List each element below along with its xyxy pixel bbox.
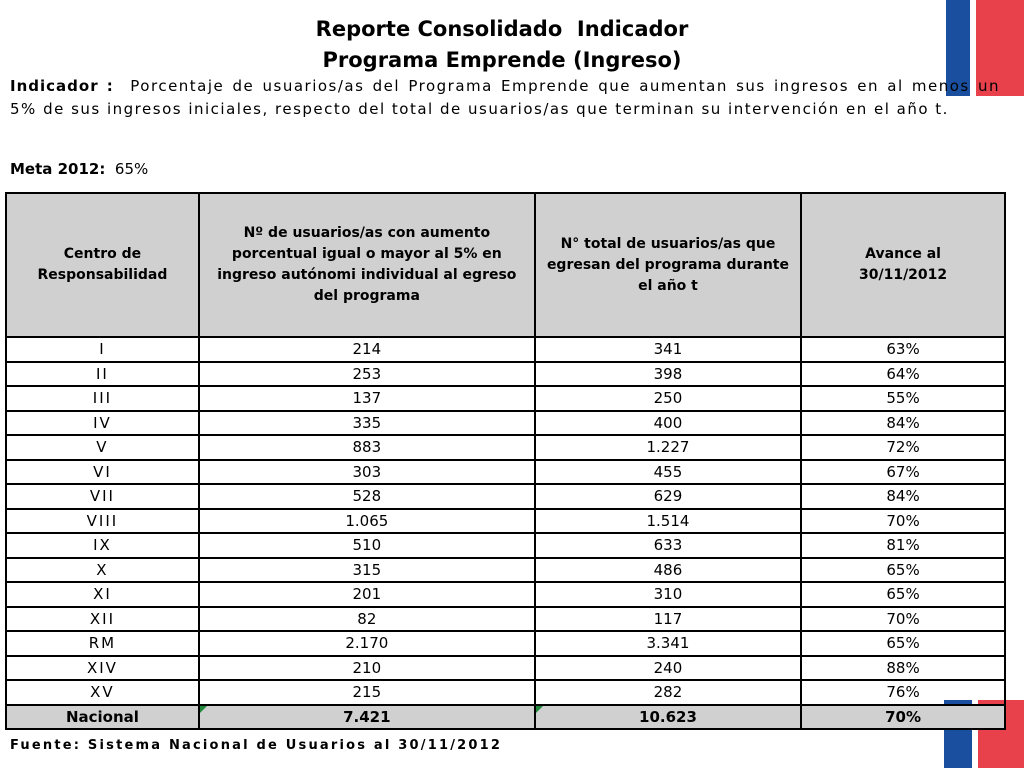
- cell-region: RM: [6, 631, 199, 656]
- cell-avance: 67%: [801, 460, 1005, 485]
- cell-region: IV: [6, 411, 199, 436]
- cell-region: XIV: [6, 656, 199, 681]
- cell-avance: 72%: [801, 435, 1005, 460]
- cell-total-egresan: 1.514: [535, 509, 801, 534]
- cell-usuarios-aumento: 1.065: [199, 509, 535, 534]
- table-row: [6, 386, 1005, 411]
- table-row: [6, 656, 1005, 681]
- table-row: [6, 337, 1005, 362]
- cell-region: II: [6, 362, 199, 387]
- cell-avance: 63%: [801, 337, 1005, 362]
- indicator-label: Indicador :: [10, 77, 114, 95]
- cell-avance: 84%: [801, 484, 1005, 509]
- cell-region: XV: [6, 680, 199, 705]
- table-row: [6, 435, 1005, 460]
- report-title-line1: Reporte Consolidado Indicador: [315, 17, 689, 41]
- total-avance: 70%: [801, 705, 1005, 729]
- cell-marker: [536, 706, 543, 713]
- table-row: [6, 362, 1005, 387]
- cell-avance: 65%: [801, 631, 1005, 656]
- total-usuarios-aumento: 7.421: [199, 705, 535, 729]
- cell-marker: [200, 706, 207, 713]
- cell-usuarios-aumento: 883: [199, 435, 535, 460]
- cell-region: V: [6, 435, 199, 460]
- table-row-total: [6, 705, 1005, 729]
- cell-avance: 81%: [801, 533, 1005, 558]
- cell-region: XII: [6, 607, 199, 632]
- header-centro: Centro de Responsabilidad: [6, 193, 199, 337]
- cell-total-egresan: 117: [535, 607, 801, 632]
- cell-avance: 70%: [801, 509, 1005, 534]
- total-label: Nacional: [6, 705, 199, 729]
- cell-total-egresan: 633: [535, 533, 801, 558]
- table-row: [6, 607, 1005, 632]
- source-note: Fuente: Sistema Nacional de Usuarios al 30/11/2012: [10, 738, 503, 753]
- meta-label: Meta 2012:: [10, 160, 106, 178]
- cell-total-egresan: 398: [535, 362, 801, 387]
- cell-usuarios-aumento: 210: [199, 656, 535, 681]
- cell-region: III: [6, 386, 199, 411]
- cell-usuarios-aumento: 303: [199, 460, 535, 485]
- table-row: [6, 582, 1005, 607]
- cell-total-egresan: 486: [535, 558, 801, 583]
- cell-region: IX: [6, 533, 199, 558]
- report-title-line2: Programa Emprende (Ingreso): [322, 48, 682, 72]
- table-header-row: [6, 193, 1005, 337]
- table-row: [6, 558, 1005, 583]
- cell-avance: 55%: [801, 386, 1005, 411]
- cell-avance: 65%: [801, 582, 1005, 607]
- table-row: [6, 460, 1005, 485]
- cell-total-egresan: 400: [535, 411, 801, 436]
- table-row: [6, 680, 1005, 705]
- cell-total-egresan: 629: [535, 484, 801, 509]
- cell-region: VII: [6, 484, 199, 509]
- cell-avance: 64%: [801, 362, 1005, 387]
- table-row: [6, 509, 1005, 534]
- table-row: [6, 484, 1005, 509]
- cell-total-egresan: 455: [535, 460, 801, 485]
- header-usuarios-aumento: Nº de usuarios/as con aumento porcentual igual o mayor al 5% en ingreso autónomi individual al egreso del programa: [199, 193, 535, 337]
- cell-region: X: [6, 558, 199, 583]
- table-row: [6, 411, 1005, 436]
- cell-total-egresan: 250: [535, 386, 801, 411]
- cell-region: VI: [6, 460, 199, 485]
- cell-avance: 88%: [801, 656, 1005, 681]
- header-avance: Avance al 30/11/2012: [801, 193, 1005, 337]
- header-total-egresan: N° total de usuarios/as que egresan del programa durante el año t: [535, 193, 801, 337]
- cell-usuarios-aumento: 82: [199, 607, 535, 632]
- cell-usuarios-aumento: 201: [199, 582, 535, 607]
- cell-usuarios-aumento: 315: [199, 558, 535, 583]
- total-egresan: 10.623: [535, 705, 801, 729]
- cell-usuarios-aumento: 137: [199, 386, 535, 411]
- indicator-description: [10, 75, 1000, 121]
- cell-usuarios-aumento: 528: [199, 484, 535, 509]
- cell-region: I: [6, 337, 199, 362]
- cell-avance: 65%: [801, 558, 1005, 583]
- cell-total-egresan: 310: [535, 582, 801, 607]
- meta-line: [10, 158, 148, 180]
- cell-usuarios-aumento: 215: [199, 680, 535, 705]
- cell-usuarios-aumento: 214: [199, 337, 535, 362]
- cell-total-egresan: 3.341: [535, 631, 801, 656]
- cell-avance: 70%: [801, 607, 1005, 632]
- report-title: [0, 14, 1004, 76]
- cell-avance: 84%: [801, 411, 1005, 436]
- cell-avance: 76%: [801, 680, 1005, 705]
- table-row: [6, 533, 1005, 558]
- indicator-text: Porcentaje de usuarios/as del Programa Emprende que aumentan sus ingresos en al menos un 5% de sus ingresos iniciales, respecto del total de usuarios/as que terminan su intervención en el año t.: [10, 77, 1000, 118]
- cell-region: XI: [6, 582, 199, 607]
- cell-total-egresan: 1.227: [535, 435, 801, 460]
- meta-value: 65%: [114, 160, 149, 178]
- cell-usuarios-aumento: 335: [199, 411, 535, 436]
- cell-region: VIII: [6, 509, 199, 534]
- cell-total-egresan: 240: [535, 656, 801, 681]
- cell-total-egresan: 282: [535, 680, 801, 705]
- table-body: [6, 337, 1005, 729]
- cell-usuarios-aumento: 510: [199, 533, 535, 558]
- cell-usuarios-aumento: 2.170: [199, 631, 535, 656]
- cell-usuarios-aumento: 253: [199, 362, 535, 387]
- table-row: [6, 631, 1005, 656]
- indicator-table: [5, 192, 1006, 730]
- cell-total-egresan: 341: [535, 337, 801, 362]
